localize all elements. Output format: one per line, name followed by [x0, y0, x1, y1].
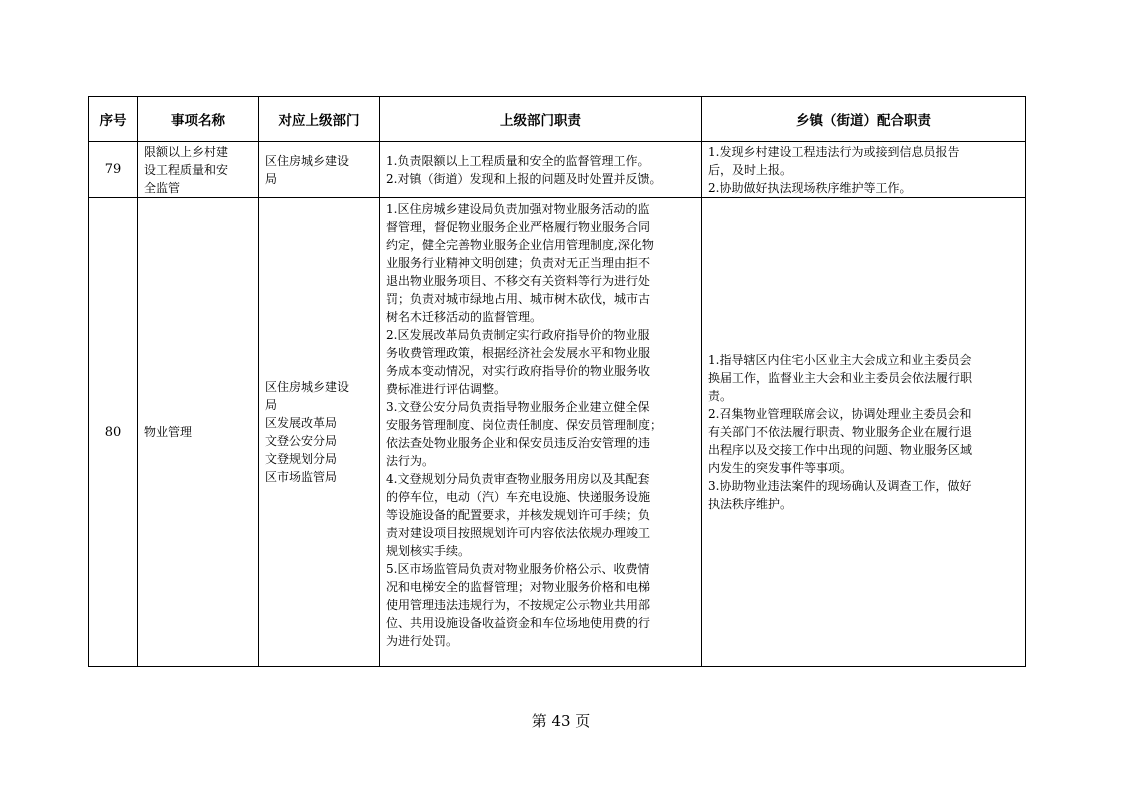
duty-line: 的停车位，电动（汽）车充电设施、快递服务设施 — [386, 490, 651, 504]
row-number: 79 — [89, 142, 138, 198]
duty-line: 等设施设备的配置要求，并核发规划许可手续；负 — [386, 508, 651, 522]
duty-line: 务收费管理政策，根据经济社会发展水平和物业服 — [386, 346, 651, 360]
department-cell — [259, 198, 380, 667]
duty-line: 3.协助物业违法案件的现场确认及调查工作，做好 — [708, 479, 972, 493]
duty-line: 费标准进行评估调整。 — [386, 382, 507, 396]
duty-line: 2.召集物业管理联席会议，协调处理业主委员会和 — [708, 407, 972, 421]
page-number: 第 43 页 — [531, 712, 591, 730]
department-line: 区住房城乡建设 — [265, 380, 350, 394]
duty-line: 规划核实手续。 — [386, 544, 471, 558]
department-line: 区发展改革局 — [265, 416, 338, 430]
duty-line: 后，及时上报。 — [708, 162, 793, 177]
item-name-line: 全监管 — [144, 180, 181, 195]
duty-line: 使用管理违法违规行为，不按规定公示物业共用部 — [386, 598, 651, 612]
duty-line: 位、共用设施设备收益资金和车位场地使用费的行 — [386, 616, 651, 630]
header-superior-duties: 上级部门职责 — [380, 97, 702, 142]
duty-line: 况和电梯安全的监督管理；对物业服务价格和电梯 — [386, 580, 651, 594]
duty-line: 2.协助做好执法现场秩序维护等工作。 — [708, 180, 912, 195]
department-line: 区市场监管局 — [265, 470, 338, 484]
department-line: 文登公安分局 — [265, 434, 338, 448]
header-serial-number: 序号 — [89, 97, 138, 142]
department-line: 局 — [265, 398, 278, 412]
item-name-line: 限额以上乡村建 — [144, 144, 229, 159]
coop-duties-cell — [702, 142, 1026, 198]
duty-line: 1.区住房城乡建设局负责加强对物业服务活动的监 — [386, 202, 650, 216]
duty-line: 2.对镇（街道）发现和上报的问题及时处置并反馈。 — [386, 171, 662, 186]
department-line: 局 — [265, 171, 278, 186]
duty-line: 换届工作，监督业主大会和业主委员会依法履行职 — [708, 371, 973, 385]
superior-duties-cell — [380, 142, 702, 198]
duty-line: 2.区发展改革局负责制定实行政府指导价的物业服 — [386, 328, 650, 342]
duty-table — [88, 96, 1026, 667]
duty-line: 法行为。 — [386, 454, 435, 468]
table-row — [89, 198, 1026, 667]
coop-duties-cell — [702, 198, 1026, 667]
table-row — [89, 142, 1026, 198]
duty-line: 督管理，督促物业服务企业严格履行物业服务合同 — [386, 220, 651, 234]
duty-line: 3.文登公安分局负责指导物业服务企业建立健全保 — [386, 400, 650, 414]
item-name-cell — [138, 142, 259, 198]
header-township-coop-duties: 乡镇（街道）配合职责 — [702, 97, 1026, 142]
duty-line: 执法秩序维护。 — [708, 497, 793, 511]
duty-line: 为进行处罚。 — [386, 634, 459, 648]
duty-line: 责对建设项目按照规划许可内容依法依规办理竣工 — [386, 526, 651, 540]
table-header-row — [89, 97, 1026, 142]
department-line: 文登规划分局 — [265, 452, 338, 466]
duty-line: 依法查处物业服务企业和保安员违反治安管理的违 — [386, 436, 651, 450]
duty-line: 1.负责限额以上工程质量和安全的监督管理工作。 — [386, 153, 650, 168]
department-cell — [259, 142, 380, 198]
duty-line: 1.指导辖区内住宅小区业主大会成立和业主委员会 — [708, 353, 972, 367]
duty-line: 责。 — [708, 389, 733, 403]
item-name-line: 物业管理 — [144, 425, 193, 439]
header-superior-department: 对应上级部门 — [259, 97, 380, 142]
duty-line: 罚；负责对城市绿地占用、城市树木砍伐，城市古 — [386, 292, 651, 306]
row-number: 80 — [89, 198, 138, 667]
duty-line: 安服务管理制度、岗位责任制度、保安员管理制度； — [386, 418, 663, 432]
duty-line: 约定，健全完善物业服务企业信用管理制度,深化物 — [386, 238, 654, 252]
duty-line: 4.文登规划分局负责审查物业服务用房以及其配套 — [386, 472, 650, 486]
header-item-name: 事项名称 — [138, 97, 259, 142]
superior-duties-cell — [380, 198, 702, 667]
duty-line: 1.发现乡村建设工程违法行为或接到信息员报告 — [708, 144, 960, 159]
item-name-line: 设工程质量和安 — [144, 162, 229, 177]
duty-line: 业服务行业精神文明创建；负责对无正当理由拒不 — [386, 256, 651, 270]
item-name-cell — [138, 198, 259, 667]
duty-line: 内发生的突发事件等事项。 — [708, 461, 853, 475]
duty-line: 退出物业服务项目、不移交有关资料等行为进行处 — [386, 274, 651, 288]
department-line: 区住房城乡建设 — [265, 153, 350, 168]
duty-line: 树名木迁移活动的监督管理。 — [386, 310, 543, 324]
duty-line: 务成本变动情况，对实行政府指导价的物业服务收 — [386, 364, 651, 378]
duty-line: 5.区市场监管局负责对物业服务价格公示、收费情 — [386, 562, 650, 576]
duty-line: 出程序以及交接工作中出现的问题、物业服务区域 — [708, 443, 973, 457]
duty-line: 有关部门不依法履行职责、物业服务企业在履行退 — [708, 425, 973, 439]
